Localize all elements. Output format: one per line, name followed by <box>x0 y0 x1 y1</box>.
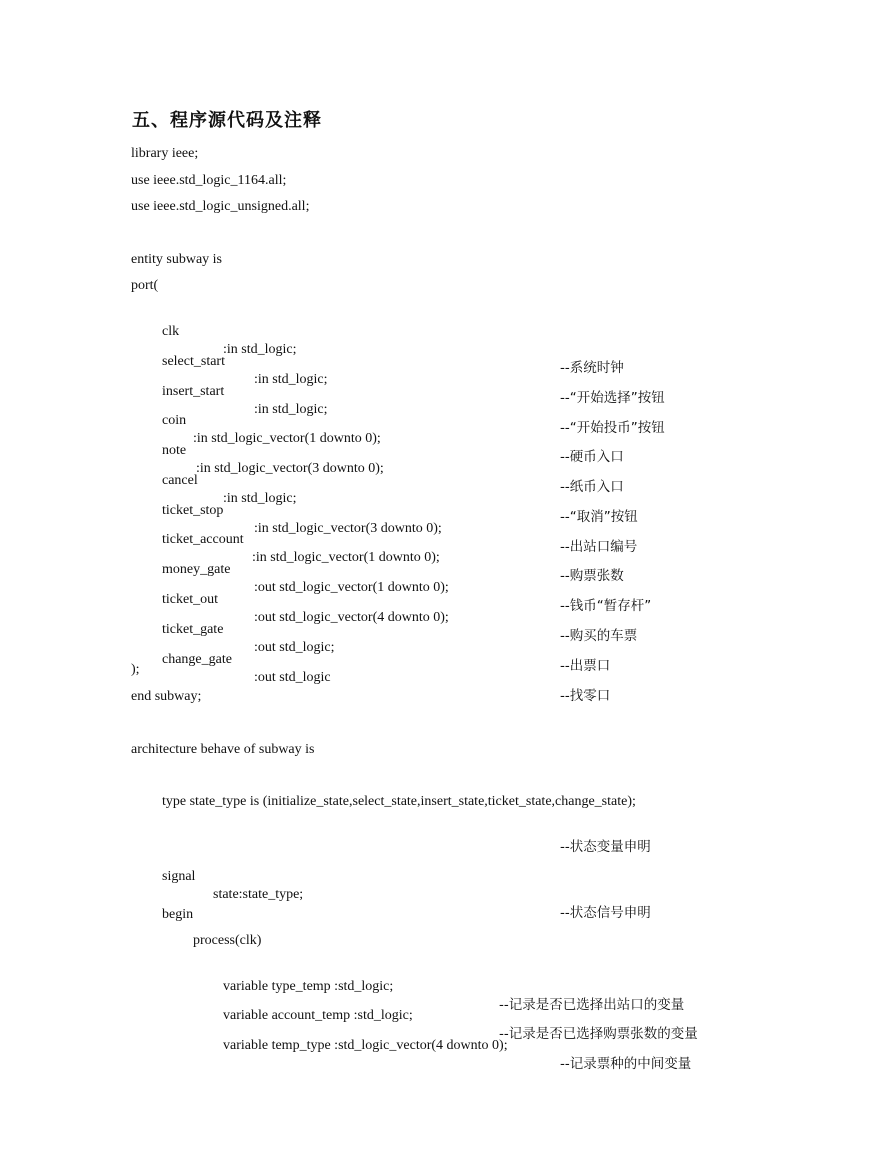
signal-decl: state:state_type; <box>213 887 304 902</box>
signal-keyword: signal <box>162 869 196 884</box>
port-type: :in std_logic; <box>254 372 328 387</box>
variable-decl: variable type_temp :std_logic; <box>223 979 394 994</box>
port-comment: --出站口编号 <box>560 539 638 555</box>
code-line-begin: begin <box>162 907 194 922</box>
port-name: ticket_out <box>162 592 218 607</box>
code-line-entity: entity subway is <box>131 252 222 267</box>
port-type: :in std_logic; <box>223 491 297 506</box>
port-name: clk <box>162 324 180 339</box>
port-comment: --硬币入口 <box>560 449 624 465</box>
port-type: :in std_logic_vector(1 downto 0); <box>193 431 381 446</box>
code-line-end-entity: end subway; <box>131 689 202 704</box>
port-type: :out std_logic; <box>254 640 335 655</box>
code-line-port-open: port( <box>131 278 159 293</box>
code-line-port-close: ); <box>131 662 140 677</box>
code-line-architecture: architecture behave of subway is <box>131 742 315 757</box>
type-comment: --状态变量申明 <box>560 839 651 855</box>
port-name: coin <box>162 413 187 428</box>
port-comment: --“取消”按钮 <box>560 509 638 525</box>
port-type: :out std_logic_vector(4 downto 0); <box>254 610 449 625</box>
variable-comment: --记录是否已选择购票张数的变量 <box>499 1026 698 1042</box>
port-name: money_gate <box>162 562 231 577</box>
code-line-process: process(clk) <box>193 933 262 948</box>
section-heading: 五、程序源代码及注释 <box>132 110 322 131</box>
signal-row <box>0 850 893 940</box>
port-comment: --出票口 <box>560 658 611 674</box>
port-type: :out std_logic_vector(1 downto 0); <box>254 580 449 595</box>
code-line-use-unsigned: use ieee.std_logic_unsigned.all; <box>131 199 310 214</box>
port-type: :in std_logic_vector(3 downto 0); <box>254 521 442 536</box>
port-type: :in std_logic_vector(3 downto 0); <box>196 461 384 476</box>
port-name: note <box>162 443 187 458</box>
port-name: select_start <box>162 354 225 369</box>
variable-row <box>0 1019 893 1091</box>
signal-comment: --状态信号申明 <box>560 905 651 921</box>
port-type: :in std_logic_vector(1 downto 0); <box>252 550 440 565</box>
port-type: :out std_logic <box>254 670 331 685</box>
port-type: :in std_logic; <box>254 402 328 417</box>
port-comment: --找零口 <box>560 688 611 704</box>
variable-decl: variable account_temp :std_logic; <box>223 1008 413 1023</box>
port-name: cancel <box>162 473 198 488</box>
port-comment: --系统时钟 <box>560 360 624 376</box>
port-comment: --购票张数 <box>560 568 624 584</box>
code-line-use-1164: use ieee.std_logic_1164.all; <box>131 173 287 188</box>
port-name: insert_start <box>162 384 225 399</box>
port-name: ticket_account <box>162 532 244 547</box>
port-comment: --钱币“暂存杆” <box>560 598 652 614</box>
variable-decl: variable temp_type :std_logic_vector(4 downto 0); <box>223 1038 508 1053</box>
code-line-type-decl: type state_type is (initialize_state,select_state,insert_state,ticket_state,change_state); <box>162 794 636 809</box>
port-comment: --“开始投币”按钮 <box>560 420 665 436</box>
variable-comment: --记录是否已选择出站口的变量 <box>499 997 685 1013</box>
port-name: ticket_stop <box>162 503 224 518</box>
port-type: :in std_logic; <box>223 342 297 357</box>
code-line-library: library ieee; <box>131 146 199 161</box>
variable-comment: --记录票种的中间变量 <box>560 1056 692 1072</box>
port-comment: --购买的车票 <box>560 628 638 644</box>
port-name: change_gate <box>162 652 232 667</box>
port-name: ticket_gate <box>162 622 224 637</box>
port-comment: --纸币入口 <box>560 479 624 495</box>
port-comment: --“开始选择”按钮 <box>560 390 665 406</box>
